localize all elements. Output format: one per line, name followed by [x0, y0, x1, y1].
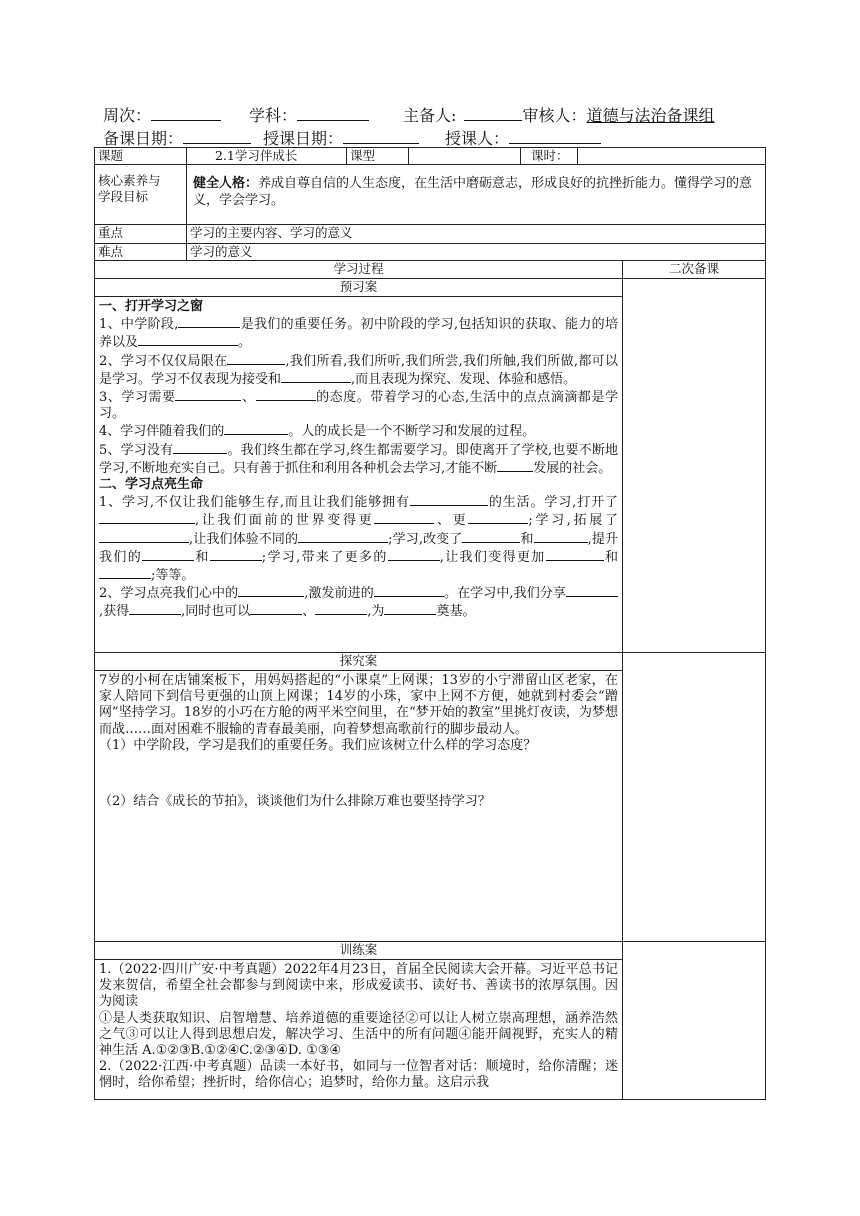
difficulty-label: 难点: [95, 244, 187, 261]
teach-date-label: 授课日期：: [263, 129, 344, 148]
teacher-blank: [509, 127, 601, 144]
reviewer-value: 道德与法治备课组: [586, 106, 715, 125]
explore-text: 7岁的小柯在店铺案板下，用妈妈搭起的“小课桌”上网课；13岁的小宁滞留山区老家，在家人陪同下到信号更强的山顶上网课；14岁的小珠，家中上网不方便，她就到村委会“蹭网”坚持学习。18岁的小巧在方舱的两平米空间里，在“梦开始的教室”里挑灯夜读，为梦想而战……面对困难不服输的青春最美丽，向着梦想高歌前行的脚步最动人。: [99, 673, 618, 737]
prep-date-blank: [183, 127, 251, 144]
explore-content: [95, 671, 623, 942]
core-goal-bold: 健全人格：: [193, 176, 259, 191]
week-blank: [151, 104, 221, 121]
train-title: 训练案: [95, 942, 623, 960]
explore-title: 探究案: [95, 653, 623, 671]
core-goal-text: 养成自尊自信的人生态度，在生活中磨砺意志，形成良好的抗挫折能力。懂得学习的意义，学会学习。: [193, 176, 753, 208]
reviewer-label: 审核人：: [522, 106, 587, 125]
preview-title: 预习案: [95, 279, 623, 297]
lesson-plan-table: [94, 147, 766, 1100]
preparer-label: 主备人:: [403, 106, 457, 125]
header-line-1: [103, 104, 714, 126]
type-label: 课型: [347, 148, 409, 165]
teacher-label: 授课人：: [445, 129, 510, 148]
sec1-item-5: 5、学习没有 。我们终生都在学习,终生都需要学习。即使离开了学校,也要不断地学习,不断地充实自己。只有善于抓住和利用各种机会去学习,才能不断 发展的社会。: [99, 442, 618, 476]
teach-date-blank: [343, 127, 419, 144]
second-prep-preview: [623, 279, 766, 653]
hours-value: [578, 148, 766, 165]
subject-label: 学科：: [249, 106, 298, 125]
sec2-item-2: 2、学习点亮我们心中的 ,激发前进的 。在学习中,我们分享,获得 ,同时也可以 、 ,为 奠基。: [99, 584, 618, 620]
sec2-title: 二、学习点亮生命: [99, 477, 204, 493]
train-q1-options: ①是人类获取知识、启智增慧、培养道德的重要途径②可以让人树立崇高理想，涵养浩然之气③可以让人得到思想启发，解决学习、生活中的所有问题④能开阔视野，充实人的精神生活 A.①②③B.①②④C.②③④D. ①③④: [99, 1010, 618, 1059]
week-label: 周次：: [103, 106, 152, 125]
second-prep-train: [623, 942, 766, 1100]
sec1-item-3: 3、学习需要 、 的态度。带着学习的心态,生活中的点点滴滴都是学习。: [99, 390, 618, 422]
sec1-item-1: 1、中学阶段, 是我们的重要任务。初中阶段的学习,包括知识的获取、能力的培养以及 。: [99, 317, 618, 351]
train-q1: 1.（2022·四川广安·中考真题）2022年4月23日，首届全民阅读大会开幕。习近平总书记发来贺信，希望全社会都参与到阅读中来，形成爱读书、读好书、善读书的浓厚氛围。因为阅读: [99, 962, 618, 1010]
preparer-blank: [464, 104, 522, 121]
sec2-item-1: 1、学习,不仅让我们能够生存,而且让我们能够拥有 的生活。学习,打开了,让我们面前的世界变得更 、更 ;学习,拓展了,让我们体验不同的 ;学习,改变了 和 ,提升我们的 和 ;学习,带来了更多的 ,让我们变得更加 和;等等。: [99, 495, 618, 584]
second-prep-title: 二次备课: [623, 261, 766, 279]
type-value: [409, 148, 521, 165]
core-goal: [187, 165, 766, 225]
sec1-title: 一、打开学习之窗: [99, 299, 204, 314]
difficulty-value: 学习的意义: [187, 244, 766, 261]
sec1-item-2: 2、学习不仅仅局限在 ,我们所看,我们所听,我们所尝,我们所触,我们所做,都可以是学习。学习不仅表现为接受和 ,而且表现为探究、发现、体验和感悟。: [99, 353, 619, 387]
train-q2: 2.（2022·江西·中考真题）品读一本好书，如同与一位智者对话：顺境时，给你清醒；迷惘时，给你希望；挫折时，给你信心；追梦时，给你力量。这启示我: [99, 1059, 618, 1091]
second-prep-explore: [623, 653, 766, 942]
focus-label: 重点: [95, 225, 187, 244]
focus-value: 学习的主要内容、学习的意义: [187, 225, 766, 244]
train-content: [95, 960, 623, 1100]
process-title: 学习过程: [95, 261, 623, 279]
prep-date-label: 备课日期：: [103, 129, 184, 148]
subject-blank: [297, 104, 369, 121]
explore-q1: （1）中学阶段，学习是我们的重要任务。我们应该树立什么样的学习态度？: [99, 737, 537, 753]
core-label: 核心素养与 学段目标: [95, 165, 187, 225]
hours-label: 课时：: [521, 148, 578, 165]
sec1-item-4: 4、学习伴随着我们的 。人的成长是一个不断学习和发展的过程。: [99, 424, 536, 440]
explore-q2: （2）结合《成长的节拍》，谈谈他们为什么排除万难也要坚持学习？: [99, 794, 491, 810]
topic-value: 2.1学习伴成长: [187, 148, 347, 165]
preview-content: [95, 297, 623, 653]
header-line-2: [103, 127, 601, 149]
topic-label: 课题: [95, 148, 187, 165]
